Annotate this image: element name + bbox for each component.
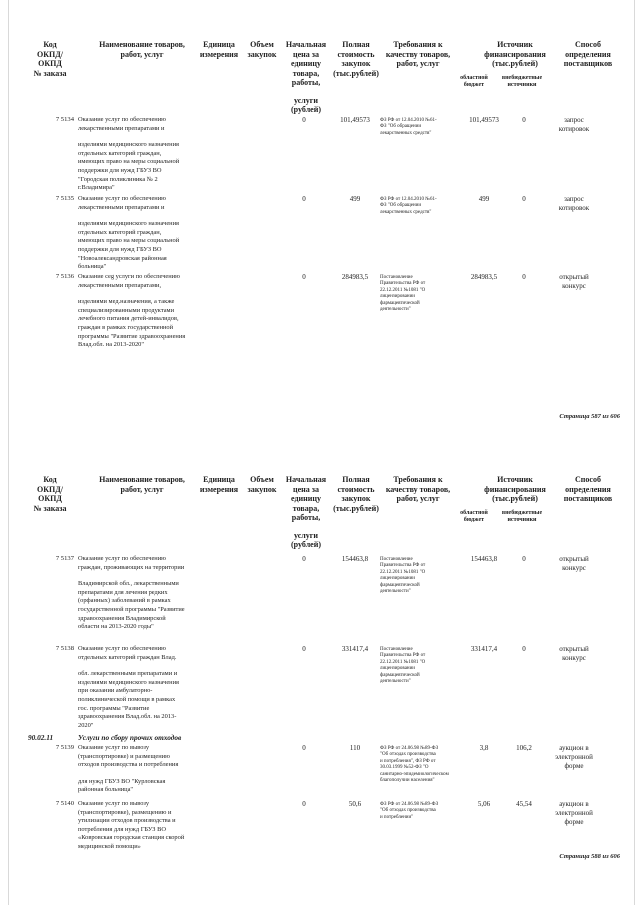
row-cost: 101,49573	[340, 116, 370, 124]
header-name: Наименование товаров, работ, услуг	[99, 475, 185, 494]
row-regional-budget: 284983,5	[470, 273, 498, 281]
row-description: Оказание услуг по обеспечению лекарственными препаратами и изделиями медицинского назначения отдельных категорий граждан, имеющих право на меры социальной поддержки для нужд ГБУЗ ВО "Новоалександровская районная больница"	[78, 195, 180, 271]
row-description: Оказание сеg услуги по обеспечению лекарственными препаратами, изделиями мед.назначения, а также специализированными продуктами лечебного питания детей-инвалидов, граждан в рамках государственной программы "Развитие здравоохранения Влад.обл. на 2013-2020"	[78, 273, 186, 349]
row-code: 7 5139	[55, 744, 74, 751]
header-method: Способ определения поставщиков	[563, 40, 613, 68]
row-regional-budget: 499	[478, 195, 490, 203]
row-method: открытый конкурс	[559, 645, 589, 662]
header-source: Источник финансирования (тыс.рублей)	[484, 475, 546, 503]
row-cost: 154463,8	[341, 555, 369, 563]
row-cost: 499	[349, 195, 361, 203]
row-extra-budget: 0	[522, 273, 526, 281]
row-cost: 50,6	[348, 800, 362, 808]
row-extra-budget: 106,2	[516, 744, 532, 752]
header-source-regional: областной бюджет	[460, 510, 488, 523]
header-volume: Объем закупок	[247, 475, 277, 494]
page-edge-right	[634, 0, 635, 905]
row-description: Оказание услуг по обеспечению граждан, проживающих на территории Владимирской обл., лекарственными препаратами для лечения редких (орфанных) заболеваний в рамках государственной программы "Развитие здравоохранения Владимирской области на 2013-2020 годы"	[78, 555, 185, 631]
row-price: 0	[302, 800, 306, 808]
row-code: 7 5134	[55, 116, 74, 123]
row-requirements: Постановление Правительства РФ от 22.12.2011 №1081 "О лицензировании фармацевтической деятельности"	[380, 647, 426, 685]
row-description: Оказание услуг по обеспечению лекарственными препаратами и изделиями медицинского назначения отдельных категорий граждан, имеющих право на меры социальной поддержки для нужд ГБУЗ ВО "Городская поликлиника № 2 г.Владимира"	[78, 116, 180, 192]
header-price: Начальная цена за единицу товара, работы, услуги (рублей)	[285, 40, 327, 114]
row-method: запрос котировок	[558, 195, 590, 212]
header-method: Способ определения поставщиков	[563, 475, 613, 503]
row-requirements: ФЗ РФ от 12.04.2010 №61- ФЗ "Об обращении лекарственных средств"	[380, 197, 437, 215]
row-price: 0	[302, 195, 306, 203]
row-description: Оказание услуг по вывозу (транспортировке), размещению и утилизации отходов производства и потребления для нужд ГБУЗ ВО «Ковровская городская станция скорой медицинской помощи»	[78, 800, 185, 850]
page-number: Страница 587 из 606	[559, 413, 620, 420]
row-code: 7 5140	[55, 800, 74, 807]
row-code: 7 5136	[55, 273, 74, 280]
row-description: Оказание услуг по вывозу (транспортировке) и размещению отходов производства и потребления для нужд ГБУЗ ВО "Курловская районная больница"	[78, 744, 179, 794]
header-requirements: Требования к качеству товаров, работ, услуг	[385, 475, 451, 503]
row-code: 7 5135	[55, 195, 74, 202]
row-extra-budget: 0	[522, 555, 526, 563]
header-cost: Полная стоимость закупок (тыс.рублей)	[333, 475, 379, 513]
header-name: Наименование товаров, работ, услуг	[99, 40, 185, 59]
section-code: 90.02.11	[28, 733, 54, 742]
row-cost: 110	[349, 744, 361, 752]
header-cost: Полная стоимость закупок (тыс.рублей)	[333, 40, 379, 78]
header-unit: Единица измерения	[199, 475, 239, 494]
row-regional-budget: 5,06	[477, 800, 491, 808]
section-title: Услуги по сбору прочих отходов	[78, 733, 182, 742]
row-requirements: ФЗ РФ от 24.06.98 №89-ФЗ "Об отходах производства и потребления", ФЗ РФ от 30.03.1999 №52-ФЗ "О санитарно-эпидемиологическом благополучии населения"	[380, 746, 449, 784]
row-regional-budget: 331417,4	[470, 645, 498, 653]
row-regional-budget: 101,49573	[469, 116, 499, 124]
header-price: Начальная цена за единицу товара, работы, услуги (рублей)	[285, 475, 327, 549]
row-price: 0	[302, 273, 306, 281]
row-extra-budget: 0	[522, 116, 526, 124]
header-source-extra: внебюджетные источники	[501, 75, 543, 88]
header-source: Источник финансирования (тыс.рублей)	[484, 40, 546, 68]
row-method: открытый конкурс	[559, 555, 589, 572]
row-requirements: ФЗ РФ от 24.06.98 №89-ФЗ "Об отходах производства и потреблении"	[380, 802, 439, 820]
row-code: 7 5137	[55, 555, 74, 562]
row-price: 0	[302, 116, 306, 124]
row-method: запрос котировок	[558, 116, 590, 133]
row-requirements: ФЗ РФ от 12.04.2010 №61- ФЗ "Об обращении лекарственных средств"	[380, 118, 437, 136]
row-price: 0	[302, 645, 306, 653]
header-source-extra: внебюджетные источники	[501, 510, 543, 523]
row-requirements: Постановление Правительства РФ от 22.12.2011 №1081 "О лицензировании фармацевтической деятельности"	[380, 557, 426, 595]
header-volume: Объем закупок	[247, 40, 277, 59]
row-extra-budget: 0	[522, 195, 526, 203]
page-number: Страница 588 из 606	[559, 853, 620, 860]
row-requirements: Постановление Правительства РФ от 22.12.2011 №1081 "О лицензировании фармацевтической деятельности"	[380, 275, 426, 313]
row-method: открытый конкурс	[559, 273, 589, 290]
row-method: аукцион в электронной форме	[555, 800, 593, 826]
row-price: 0	[302, 555, 306, 563]
row-description: Оказание услуг по обеспечению отдельных категорий граждан Влад. обл. лекарственными препаратами и изделиями медицинского назначения при оказании амбулаторно- поликлинической помощи в рамках гос. программы "Развитие здравоохранения Влад.обл. на 2013- 2020"	[78, 645, 179, 729]
header-source-regional: областной бюджет	[460, 75, 488, 88]
row-extra-budget: 45,54	[516, 800, 532, 808]
row-price: 0	[302, 744, 306, 752]
header-code: Код ОКПД/ ОКПД № заказа	[33, 475, 67, 513]
row-method: аукцион в электронной форме	[555, 744, 593, 770]
row-regional-budget: 154463,8	[470, 555, 498, 563]
row-code: 7 5138	[55, 645, 74, 652]
row-extra-budget: 0	[522, 645, 526, 653]
header-requirements: Требования к качеству товаров, работ, услуг	[385, 40, 451, 68]
row-cost: 284983,5	[341, 273, 369, 281]
header-unit: Единица измерения	[199, 40, 239, 59]
page-edge-left	[8, 0, 9, 905]
row-cost: 331417,4	[341, 645, 369, 653]
row-regional-budget: 3,8	[479, 744, 489, 752]
header-code: Код ОКПД/ ОКПД № заказа	[33, 40, 67, 78]
